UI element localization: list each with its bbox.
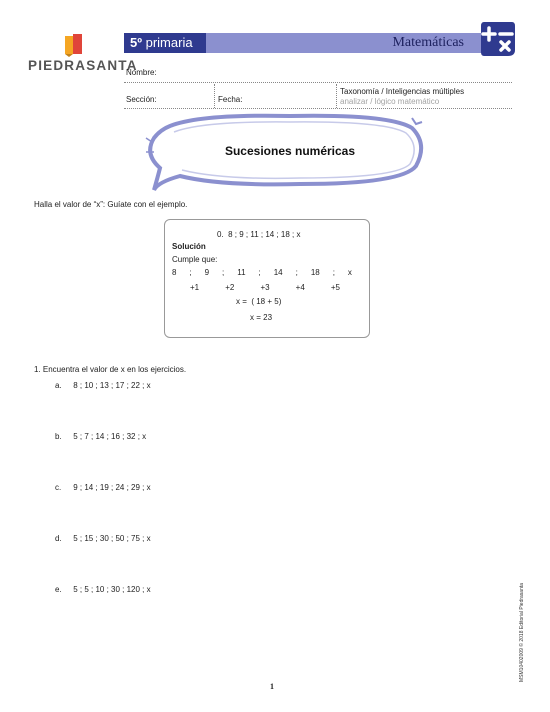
item-letter: d. xyxy=(55,534,62,543)
item-letter: a. xyxy=(55,381,62,390)
example-increments xyxy=(190,282,340,294)
increment: +4 xyxy=(295,283,305,292)
brand-logo-text: PIEDRASANTA xyxy=(28,58,138,73)
term: 18 xyxy=(310,268,320,277)
solution-label: Solución xyxy=(172,242,206,251)
equation-2: x = 23 xyxy=(250,313,273,322)
term: x xyxy=(347,268,352,277)
piedrasanta-logo-icon xyxy=(62,32,88,58)
section-line[interactable] xyxy=(124,108,512,109)
list-item xyxy=(55,432,146,441)
taxonomy-label: Taxonomía / Inteligencias múltiples xyxy=(340,87,465,96)
date-label: Fecha: xyxy=(218,95,243,104)
separator: ; xyxy=(222,268,225,277)
taxonomy-value: analizar / lógico matemático xyxy=(340,97,440,106)
separator: ; xyxy=(189,268,192,277)
term: 11 xyxy=(237,268,246,277)
item-sequence: 8 ; 10 ; 13 ; 17 ; 22 ; x xyxy=(73,381,151,390)
cumple-text: Cumple que: xyxy=(172,255,218,264)
subject-title: Matemáticas xyxy=(392,35,464,50)
list-item xyxy=(55,483,151,492)
term: 9 xyxy=(204,268,210,277)
divider xyxy=(336,84,337,108)
item-sequence: 5 ; 7 ; 14 ; 16 ; 32 ; x xyxy=(73,432,147,441)
separator: ; xyxy=(332,268,335,277)
increment: +1 xyxy=(190,283,200,292)
item-sequence: 9 ; 14 ; 19 ; 24 ; 29 ; x xyxy=(73,483,151,492)
grade-word: primaria xyxy=(145,35,193,50)
name-label: Nombre: xyxy=(126,68,157,77)
item-letter: b. xyxy=(55,432,62,441)
term: 8 xyxy=(172,268,177,277)
item-letter: e. xyxy=(55,585,62,594)
item-letter: c. xyxy=(55,483,62,492)
worksheet-title: Sucesiones numéricas xyxy=(224,144,356,158)
section-label: Sección: xyxy=(126,95,157,104)
divider xyxy=(214,84,215,108)
increment: +3 xyxy=(260,283,270,292)
grade-badge xyxy=(124,33,206,53)
page-number: 1 xyxy=(270,682,274,691)
separator: ; xyxy=(258,268,261,277)
increment: +2 xyxy=(225,283,235,292)
question-heading: 1. Encuentra el valor de x en los ejercicios. xyxy=(34,365,187,374)
item-sequence: 5 ; 15 ; 30 ; 50 ; 75 ; x xyxy=(73,534,151,543)
example-terms xyxy=(172,267,352,279)
plus-minus-times-icon xyxy=(480,20,516,58)
separator: ; xyxy=(295,268,298,277)
list-item xyxy=(55,381,151,390)
term: 14 xyxy=(273,268,283,277)
list-item xyxy=(55,534,151,543)
item-sequence: 5 ; 5 ; 10 ; 30 ; 120 ; x xyxy=(73,585,151,594)
list-item xyxy=(55,585,151,594)
increment: +5 xyxy=(330,283,340,292)
copyright-text: MSM10402009 © 2018 Editorial Piedrasanta xyxy=(519,582,525,682)
equation-1: x = ( 18 + 5) xyxy=(236,297,282,306)
instruction-text: Halla el valor de “x”: Guíate con el ejemplo. xyxy=(34,200,188,209)
grade-number: 5º xyxy=(130,35,142,50)
example-sequence: 0. 8 ; 9 ; 11 ; 14 ; 18 ; x xyxy=(217,230,301,239)
name-line[interactable] xyxy=(124,82,512,83)
